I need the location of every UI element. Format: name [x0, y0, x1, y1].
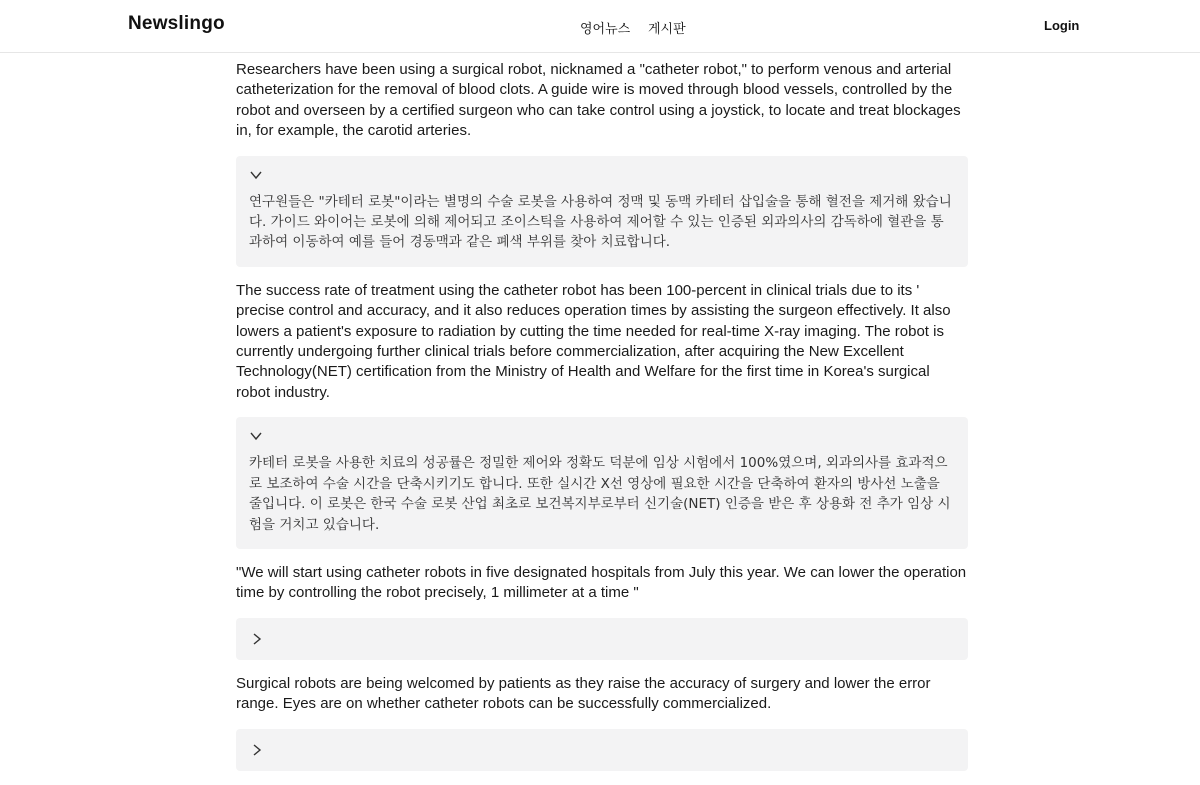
chevron-down-icon[interactable] [249, 429, 263, 443]
chevron-right-icon[interactable] [250, 632, 264, 646]
translation-box-collapsed[interactable] [236, 618, 968, 660]
translation-text: 카테터 로봇을 사용한 치료의 성공률은 정밀한 제어와 정확도 덕분에 임상 시험에서 100%였으며, 외과의사를 효과적으로 보조하여 수술 시간을 단축시키기도 합니다. 또한 실시간 X선 영상에 필요한 시간을 단축하여 환자의 방사선 노출을 줄입니다. 이 로봇은 한국 수술 로봇 산업 최초로 보건복지부로부터 신기술(NET) 인증을 받은 후 상용화 전 추가 임상 시험을 거치고 있습니다. [249, 455, 951, 533]
article-paragraph: The success rate of treatment using the catheter robot has been 100-percent in clinical trials due to its ' precise control and accuracy, and it also reduces operation times by assisting the surgeon effectively. It also lowers a patient's exposure to radiation by cutting the time needed for real-time X-ray imaging. The robot is currently undergoing further clinical trials before commercialization, after acquiring the New Excellent Technology(NET) certification from the Ministry of Health and Welfare for the first time in Korea's surgical robot industry. [236, 281, 951, 401]
translation-box [236, 417, 968, 549]
top-header [0, 0, 1200, 53]
translation-box-collapsed[interactable] [236, 729, 968, 771]
chevron-down-icon[interactable] [249, 168, 263, 182]
article-paragraph: Surgical robots are being welcomed by patients as they raise the accuracy of surgery and lower the error range. Eyes are on whether catheter robots can be successfully commercialized. [236, 674, 931, 713]
article-paragraph: "We will start using catheter robots in five designated hospitals from July this year. We can lower the operation time by controlling the robot precisely, 1 millimeter at a time " [236, 563, 967, 602]
translation-box [236, 156, 968, 267]
chevron-right-icon[interactable] [250, 743, 264, 757]
translation-text: 연구원들은 "카테터 로봇"이라는 별명의 수술 로봇을 사용하여 정맥 및 동맥 카테터 삽입술을 통해 혈전을 제거해 왔습니다. 가이드 와이어는 로봇에 의해 제어되고 조이스틱을 사용하여 제어할 수 있는 인증된 외과의사의 감독하에 혈관을 통과하여 이동하여 예를 들어 경동맥과 같은 폐색 부위를 찾아 치료합니다. [249, 193, 952, 251]
site-logo[interactable]: Newslingo [128, 13, 225, 34]
nav-english-news[interactable]: 영어뉴스 [580, 21, 631, 36]
login-link[interactable]: Login [1044, 18, 1080, 33]
article-content [236, 60, 968, 785]
nav-board[interactable]: 게시판 [648, 21, 686, 36]
article-paragraph: Researchers have been using a surgical robot, nicknamed a "catheter robot," to perform venous and arterial catheterization for the removal of blood clots. A guide wire is moved through blood vessels, controlled by the robot and overseen by a certified surgeon who can take control using a joystick, to locate and treat blockages in, for example, the carotid arteries. [236, 61, 961, 140]
